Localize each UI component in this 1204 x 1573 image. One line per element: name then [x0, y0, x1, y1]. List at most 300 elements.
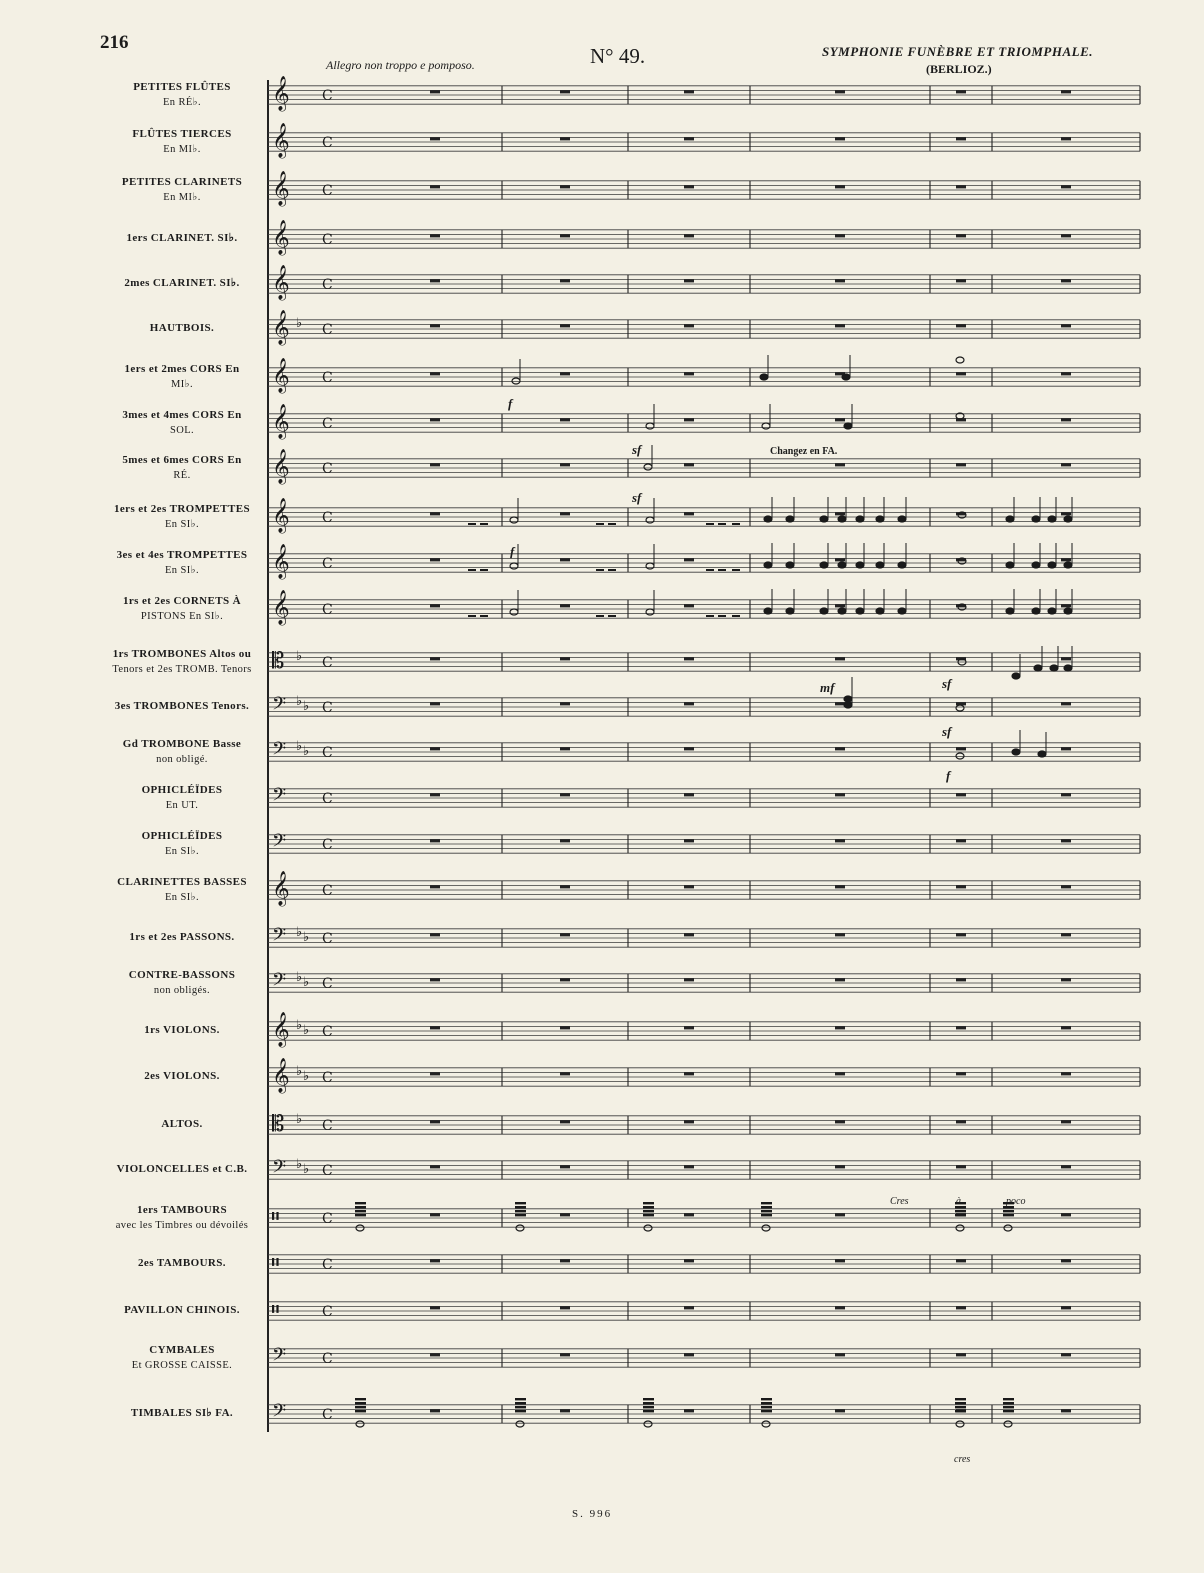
- rest-mark: [430, 1213, 440, 1216]
- tremolo-mark: [643, 1406, 654, 1408]
- staff: [268, 694, 1140, 719]
- note-head: [838, 608, 846, 614]
- note-head: [956, 1225, 964, 1231]
- dynamic-sf-horns: sf: [632, 442, 642, 457]
- time-signature: C: [322, 1304, 333, 1320]
- dynamic-sf-trumpets: sf: [632, 490, 642, 505]
- tremolo-mark: [761, 1406, 772, 1408]
- rest-mark: [560, 1120, 570, 1123]
- note-head: [1032, 516, 1040, 522]
- clef-icon: 𝄞: [272, 310, 290, 345]
- rest-mark: [430, 1026, 440, 1029]
- rest-mark: [1061, 1120, 1071, 1123]
- rest-mark: [684, 90, 694, 93]
- instrument-label: [96, 321, 268, 336]
- instrument-name: PETITES CLARINETS: [121, 176, 243, 188]
- instrument-label: [96, 1303, 268, 1318]
- instrument-name: PAVILLON CHINOIS.: [124, 1304, 240, 1316]
- rest-mark: [835, 978, 845, 981]
- instrument-transposition: avec les Timbres ou dévoilés: [115, 1220, 249, 1231]
- rest-mark: [560, 1353, 570, 1356]
- rest-mark: [430, 702, 440, 705]
- rest-mark: [560, 604, 570, 607]
- staff: [268, 1157, 1140, 1182]
- clef-icon: 𝄞: [272, 220, 290, 255]
- instrument-transposition: non obligé.: [156, 754, 208, 765]
- flat-icon: ♭: [296, 649, 303, 664]
- clef-icon: 𝄢: [272, 1345, 287, 1370]
- rest-mark: [1061, 1353, 1071, 1356]
- note-head: [956, 1421, 964, 1427]
- time-signature: C: [322, 602, 333, 618]
- tremolo-mark: [515, 1398, 526, 1400]
- rest-mark: [684, 657, 694, 660]
- rest-mark: [1061, 324, 1071, 327]
- note-head: [820, 608, 828, 614]
- staff: [268, 265, 1140, 301]
- instrument-label: [96, 829, 268, 859]
- instrument-label: [96, 1343, 268, 1373]
- rest-mark: [430, 1353, 440, 1356]
- staff: [268, 925, 1140, 950]
- time-signature: C: [322, 837, 333, 853]
- time-signature: C: [322, 510, 333, 526]
- note-head: [838, 516, 846, 522]
- instrument-name: OPHICLÉÏDES: [141, 830, 223, 842]
- instrument-name: CYMBALES: [149, 1344, 215, 1356]
- rest-mark: [1061, 279, 1071, 282]
- note-head: [1006, 516, 1014, 522]
- rest-mark: [835, 324, 845, 327]
- instrument-label: [96, 502, 268, 532]
- clef-icon: 𝄥: [272, 1298, 279, 1323]
- tremolo-mark: [355, 1214, 366, 1216]
- tremolo-mark: [515, 1214, 526, 1216]
- beam-mark: [596, 523, 604, 525]
- instrument-name: FLÛTES TIERCES: [132, 128, 232, 140]
- flat-icon: ♭: [303, 975, 310, 990]
- rest-mark: [956, 1120, 966, 1123]
- note-head: [1048, 608, 1056, 614]
- time-signature: C: [322, 277, 333, 293]
- clef-icon: 𝄢: [272, 1157, 287, 1182]
- tremolo-mark: [761, 1202, 772, 1204]
- rest-mark: [835, 1306, 845, 1309]
- time-signature: C: [322, 183, 333, 199]
- instrument-name: 5mes et 6mes CORS En: [122, 454, 242, 466]
- staff: [268, 220, 1140, 256]
- note-head: [820, 562, 828, 568]
- rest-mark: [560, 793, 570, 796]
- clef-icon: 𝄢: [272, 739, 287, 764]
- rest-mark: [684, 747, 694, 750]
- instrument-name: Gd TROMBONE Basse: [122, 738, 242, 750]
- tremolo-mark: [643, 1202, 654, 1204]
- note-head: [762, 1225, 770, 1231]
- rest-mark: [684, 234, 694, 237]
- tremolo-mark: [761, 1214, 772, 1216]
- flat-icon: ♭: [296, 694, 303, 709]
- rest-mark: [835, 1259, 845, 1262]
- rest-mark: [956, 234, 966, 237]
- rest-mark: [430, 747, 440, 750]
- rest-mark: [956, 978, 966, 981]
- rest-mark: [1061, 1213, 1071, 1216]
- time-signature: C: [322, 1211, 333, 1227]
- tremolo-mark: [643, 1398, 654, 1400]
- tremolo-mark: [355, 1406, 366, 1408]
- tremolo-mark: [955, 1402, 966, 1404]
- rest-mark: [956, 372, 966, 375]
- rest-mark: [560, 657, 570, 660]
- staff: [268, 76, 1140, 112]
- instrument-name: OPHICLÉÏDES: [141, 784, 223, 796]
- staff: [268, 358, 1140, 394]
- rest-mark: [835, 657, 845, 660]
- rest-mark: [1061, 372, 1071, 375]
- rest-mark: [1061, 418, 1071, 421]
- time-signature: C: [322, 1257, 333, 1273]
- staff: [268, 1205, 1140, 1230]
- rest-mark: [684, 1120, 694, 1123]
- rest-mark: [1061, 604, 1071, 607]
- note-head: [516, 1225, 524, 1231]
- rest-mark: [1061, 1072, 1071, 1075]
- instrument-transposition: En SI♭.: [164, 846, 199, 857]
- time-signature: C: [322, 370, 333, 386]
- rest-mark: [1061, 747, 1071, 750]
- instrument-label: [96, 408, 268, 438]
- rest-mark: [430, 1072, 440, 1075]
- beam-mark: [596, 569, 604, 571]
- beam-mark: [608, 615, 616, 617]
- staff: [268, 1251, 1140, 1276]
- time-signature: C: [322, 461, 333, 477]
- rest-mark: [956, 933, 966, 936]
- flat-icon: ♭: [296, 316, 303, 331]
- tremolo-mark: [761, 1410, 772, 1412]
- rest-mark: [956, 1353, 966, 1356]
- instrument-transposition: En SI♭.: [164, 519, 199, 530]
- note-head: [512, 378, 520, 384]
- a-marking: à: [956, 1196, 961, 1207]
- instrument-name: CONTRE-BASSONS: [128, 969, 236, 981]
- time-signature: C: [322, 745, 333, 761]
- staff: [268, 739, 1140, 764]
- note-head: [516, 1421, 524, 1427]
- rest-mark: [560, 978, 570, 981]
- flat-icon: ♭: [303, 1069, 310, 1084]
- instrument-name: 1ers et 2es TROMPETTES: [113, 503, 250, 515]
- piece-number: N° 49.: [590, 44, 646, 68]
- flat-icon: ♭: [303, 930, 310, 945]
- tremolo-mark: [955, 1210, 966, 1212]
- flat-icon: ♭: [296, 1157, 303, 1172]
- note-head: [646, 563, 654, 569]
- tremolo-mark: [761, 1210, 772, 1212]
- note-head: [764, 608, 772, 614]
- time-signature: C: [322, 1163, 333, 1179]
- time-signature: C: [322, 416, 333, 432]
- note-head: [646, 423, 654, 429]
- rest-mark: [684, 279, 694, 282]
- rest-mark: [684, 1259, 694, 1262]
- instrument-label: [96, 594, 268, 624]
- instrument-name: 1ers CLARINET. SI♭.: [126, 232, 238, 244]
- rest-mark: [560, 1306, 570, 1309]
- rest-mark: [684, 1306, 694, 1309]
- rest-mark: [560, 1072, 570, 1075]
- time-signature: C: [322, 232, 333, 248]
- rest-mark: [430, 279, 440, 282]
- rest-mark: [1061, 885, 1071, 888]
- staff: [268, 1012, 1140, 1048]
- beam-mark: [718, 523, 726, 525]
- tremolo-mark: [515, 1410, 526, 1412]
- time-signature: C: [322, 791, 333, 807]
- instrument-label: [96, 1256, 268, 1271]
- note-head: [1012, 673, 1020, 679]
- tremolo-mark: [355, 1402, 366, 1404]
- page-number: 216: [100, 32, 129, 53]
- clef-icon: 𝄞: [272, 76, 290, 111]
- rest-mark: [1061, 463, 1071, 466]
- instrument-transposition: Et GROSSE CAISSE.: [131, 1360, 233, 1371]
- rest-mark: [430, 1120, 440, 1123]
- flat-icon: ♭: [303, 1162, 310, 1177]
- plate-number: S. 996: [572, 1508, 613, 1520]
- clef-icon: 𝄥: [272, 1205, 279, 1230]
- rest-mark: [430, 793, 440, 796]
- rest-mark: [684, 1072, 694, 1075]
- rest-mark: [835, 793, 845, 796]
- rest-mark: [684, 185, 694, 188]
- time-signature: C: [322, 135, 333, 151]
- clef-icon: 𝄞: [272, 871, 290, 906]
- rest-mark: [835, 1409, 845, 1412]
- instrument-name: HAUTBOIS.: [149, 322, 215, 334]
- beam-mark: [706, 569, 714, 571]
- staff: [268, 1112, 1140, 1137]
- flat-icon: ♭: [303, 699, 310, 714]
- rest-mark: [1061, 137, 1071, 140]
- instrument-label: [96, 1203, 268, 1233]
- note-head: [1064, 562, 1072, 568]
- rest-mark: [956, 90, 966, 93]
- instrument-transposition: SOL.: [169, 425, 195, 436]
- staff: [268, 1058, 1140, 1094]
- beam-mark: [480, 615, 488, 617]
- instrument-transposition: En RÉ♭.: [162, 97, 202, 108]
- time-signature: C: [322, 1351, 333, 1367]
- note-head: [1032, 608, 1040, 614]
- rest-mark: [560, 933, 570, 936]
- tremolo-mark: [355, 1202, 366, 1204]
- instrument-name: 1ers TAMBOURS: [136, 1204, 228, 1216]
- instrument-transposition: En SI♭.: [164, 892, 199, 903]
- note-head: [856, 608, 864, 614]
- rest-mark: [684, 978, 694, 981]
- rest-mark: [1061, 978, 1071, 981]
- rest-mark: [1061, 185, 1071, 188]
- note-head: [876, 562, 884, 568]
- clef-icon: 𝄢: [272, 785, 287, 810]
- instrument-transposition: RÉ.: [173, 470, 191, 481]
- beam-mark: [596, 615, 604, 617]
- clef-icon: 𝄞: [272, 265, 290, 300]
- rest-mark: [1061, 1165, 1071, 1168]
- instrument-name: 3mes et 4mes CORS En: [122, 409, 242, 421]
- rest-mark: [560, 279, 570, 282]
- staff: [268, 171, 1140, 207]
- note-head: [1050, 665, 1058, 671]
- tremolo-mark: [1003, 1406, 1014, 1408]
- instrument-label: [96, 80, 268, 110]
- staff: [268, 1401, 1140, 1426]
- tremolo-mark: [761, 1206, 772, 1208]
- tremolo-mark: [643, 1402, 654, 1404]
- rest-mark: [956, 1026, 966, 1029]
- instrument-label: [96, 231, 268, 246]
- clef-icon: 𝄢: [272, 925, 287, 950]
- rest-mark: [1061, 657, 1071, 660]
- rest-mark: [956, 137, 966, 140]
- time-signature: C: [322, 931, 333, 947]
- rest-mark: [1061, 512, 1071, 515]
- beam-mark: [718, 615, 726, 617]
- rest-mark: [560, 324, 570, 327]
- tremolo-mark: [515, 1402, 526, 1404]
- tremolo-mark: [1003, 1398, 1014, 1400]
- rest-mark: [835, 1165, 845, 1168]
- rest-mark: [835, 279, 845, 282]
- instrument-label: [96, 175, 268, 205]
- instrument-label: [96, 276, 268, 291]
- rest-mark: [560, 885, 570, 888]
- rest-mark: [560, 90, 570, 93]
- rest-mark: [430, 324, 440, 327]
- staff: [268, 785, 1140, 810]
- tremolo-mark: [955, 1410, 966, 1412]
- clef-icon: 𝄞: [272, 171, 290, 206]
- note-head: [510, 563, 518, 569]
- rest-mark: [430, 137, 440, 140]
- rest-mark: [1061, 933, 1071, 936]
- note-head: [1048, 562, 1056, 568]
- rest-mark: [684, 1026, 694, 1029]
- clef-icon: 𝄞: [272, 404, 290, 439]
- rest-mark: [560, 185, 570, 188]
- rest-mark: [956, 279, 966, 282]
- instrument-name: ALTOS.: [161, 1118, 203, 1130]
- clef-icon: 𝄢: [272, 970, 287, 995]
- tremolo-mark: [515, 1202, 526, 1204]
- flat-icon: ♭: [296, 739, 303, 754]
- tremolo-mark: [643, 1210, 654, 1212]
- cres-timpani: cres: [954, 1454, 971, 1465]
- instrument-name: 2es TAMBOURS.: [138, 1257, 226, 1269]
- rest-mark: [560, 1213, 570, 1216]
- dynamic-f-trumpets: f: [510, 544, 515, 559]
- rest-mark: [1061, 793, 1071, 796]
- rest-mark: [430, 558, 440, 561]
- tremolo-mark: [355, 1398, 366, 1400]
- rest-mark: [956, 747, 966, 750]
- rest-mark: [684, 512, 694, 515]
- tremolo-mark: [1003, 1410, 1014, 1412]
- instrument-name: 1rs VIOLONS.: [144, 1024, 220, 1036]
- rest-mark: [684, 463, 694, 466]
- instrument-name: 2mes CLARINET. SI♭.: [124, 277, 240, 289]
- note-head: [844, 423, 852, 429]
- rest-mark: [430, 234, 440, 237]
- instrument-label: [96, 737, 268, 767]
- beam-mark: [480, 523, 488, 525]
- rest-mark: [956, 1165, 966, 1168]
- rest-mark: [1061, 558, 1071, 561]
- note-head: [1064, 516, 1072, 522]
- rest-mark: [684, 1409, 694, 1412]
- rest-mark: [956, 1259, 966, 1262]
- time-signature: C: [322, 655, 333, 671]
- note-head: [764, 516, 772, 522]
- note-head: [1004, 1225, 1012, 1231]
- rest-mark: [835, 933, 845, 936]
- composer-name: (BERLIOZ.): [926, 62, 992, 76]
- rest-mark: [835, 137, 845, 140]
- note-head: [898, 516, 906, 522]
- rest-mark: [684, 793, 694, 796]
- rest-mark: [835, 1213, 845, 1216]
- note-head: [838, 562, 846, 568]
- rest-mark: [430, 512, 440, 515]
- note-head: [1064, 608, 1072, 614]
- flat-icon: ♭: [296, 1018, 303, 1033]
- note-head: [1048, 516, 1056, 522]
- clef-icon: 𝄡: [272, 1112, 285, 1137]
- rest-mark: [430, 90, 440, 93]
- rest-mark: [560, 558, 570, 561]
- staff: [268, 871, 1140, 907]
- clef-icon: 𝄞: [272, 123, 290, 158]
- rest-mark: [560, 839, 570, 842]
- rest-mark: [430, 657, 440, 660]
- flat-icon: ♭: [296, 970, 303, 985]
- instrument-label: [96, 875, 268, 905]
- note-head: [876, 608, 884, 614]
- instrument-name: 3es et 4es TROMPETTES: [116, 549, 248, 561]
- clef-icon: 𝄢: [272, 694, 287, 719]
- note-head: [1064, 665, 1072, 671]
- time-signature: C: [322, 883, 333, 899]
- beam-mark: [732, 615, 740, 617]
- dynamic-mf-trombones: mf: [820, 680, 835, 695]
- note-head: [1034, 665, 1042, 671]
- instrument-name: TIMBALES SI♭ FA.: [130, 1407, 234, 1419]
- tremolo-mark: [515, 1206, 526, 1208]
- instrument-label: [96, 647, 268, 677]
- flat-icon: ♭: [296, 1112, 303, 1127]
- rest-mark: [956, 793, 966, 796]
- rest-mark: [560, 372, 570, 375]
- instrument-name: 1rs et 2es PASSONS.: [129, 931, 235, 943]
- instrument-transposition: En MI♭.: [163, 144, 201, 155]
- rest-mark: [430, 185, 440, 188]
- clef-icon: 𝄞: [272, 358, 290, 393]
- instrument-label: [96, 1117, 268, 1132]
- beam-mark: [732, 569, 740, 571]
- instrument-label: [96, 699, 268, 714]
